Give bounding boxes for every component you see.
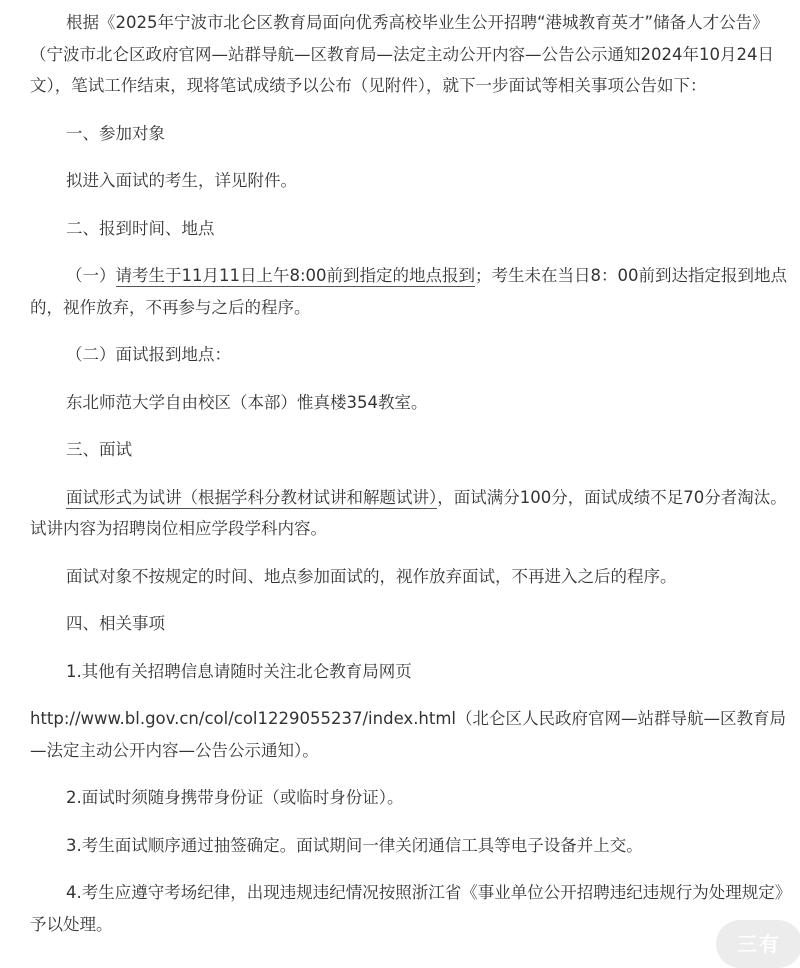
section-3-p1-rest: ，面试满分100分，面试成绩不足70分者淘汰。试讲内容为招聘岗位相应学段学科内容。 xyxy=(30,487,787,538)
underlined-interview-format: 面试形式为试讲（根据学科分教材试讲和解题试讲） xyxy=(66,487,438,507)
section-2-paragraph-2: （二）面试报到地点： xyxy=(66,345,231,364)
section-3-paragraph-2: 面试对象不按规定的时间、地点参加面试的，视作放弃面试，不再进入之后的程序。 xyxy=(66,566,677,586)
underlined-report-time: 请考生于11月11日上午8:00前到指定的地点报到 xyxy=(115,266,476,285)
section-4-item-4: 4.考生应遵守考场纪律，出现违规违纪情况按照浙江省《事业单位公开招聘违纪违规行为处理规定》予以处理。 xyxy=(30,883,783,934)
section-1-heading: 一、参加对象 xyxy=(66,123,165,143)
section-3-heading: 三、面试 xyxy=(66,440,132,459)
section-4-item-3: 3.考生面试顺序通过抽签确定。面试期间一律关闭通信工具等电子设备并上交。 xyxy=(66,835,643,855)
announcement-body xyxy=(30,7,790,956)
section-2-p1-prefix: （一） xyxy=(66,266,116,285)
section-2-heading: 二、报到时间、地点 xyxy=(66,218,215,238)
section-3-paragraph-1 xyxy=(30,482,790,545)
section-2-p1-rest: ；考生未在当日8：00前到达指定报到地点的，视作放弃，不再参与之后的程序。 xyxy=(30,266,788,317)
section-2-paragraph-1 xyxy=(30,260,790,323)
report-location: 东北师范大学自由校区（本部）惟真楼354教室。 xyxy=(66,392,428,412)
section-4-heading: 四、相关事项 xyxy=(66,614,165,633)
section-4-item-2: 2.面试时须随身携带身份证（或临时身份证）。 xyxy=(66,788,404,807)
section-4-item-1-lead: 1.其他有关招聘信息请随时关注北仑教育局网页 xyxy=(66,661,412,681)
section-1-text: 拟进入面试的考生，详见附件。 xyxy=(66,171,297,190)
section-4-item-1-url[interactable]: http://www.bl.gov.cn/col/col1229055237/index.html（北仑区人民政府官网—站群导航—区教育局—法定主动公开内容—公告公示通知）。 xyxy=(30,709,787,760)
watermark-badge: 三有 xyxy=(716,920,800,968)
intro-paragraph: 根据《2025年宁波市北仑区教育局面向优秀高校毕业生公开招聘“港城教育英才”储备人才公告》（宁波市北仑区政府官网—站群导航—区教育局—法定主动公开内容—公告公示通知2024年10月24日文），笔试工作结束，现将笔试成绩予以公布（见附件），就下一步面试等相关事项公告如下： xyxy=(30,13,774,95)
